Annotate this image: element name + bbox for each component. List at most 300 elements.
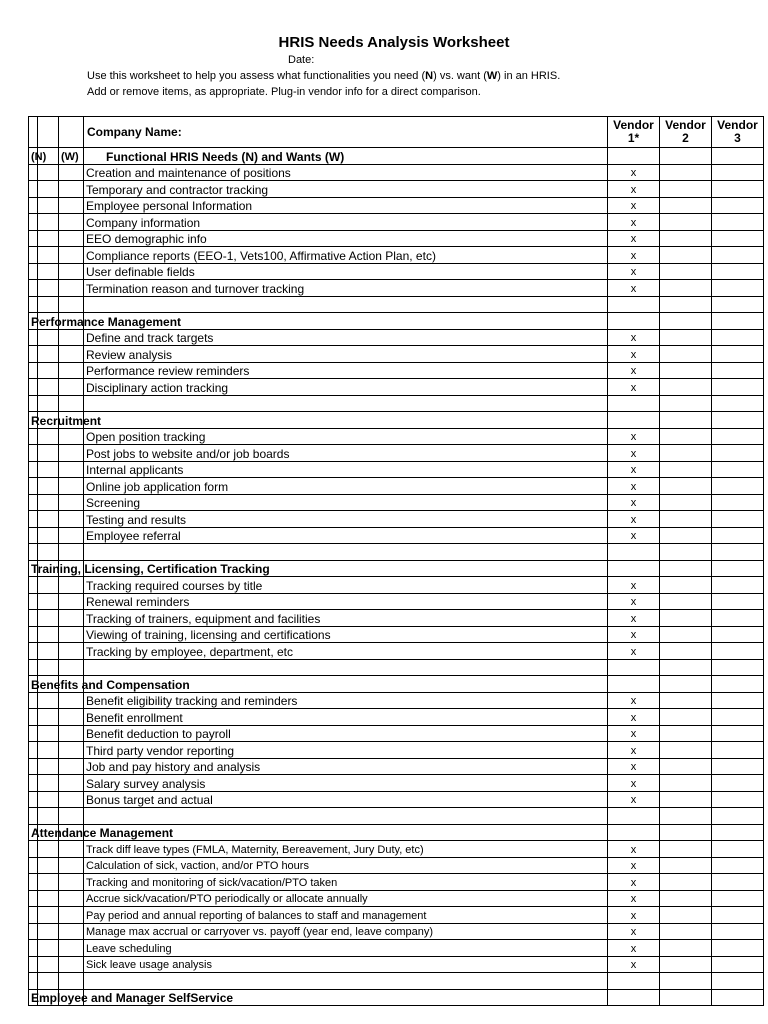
need-cell[interactable]	[38, 214, 59, 231]
vendor-3-cell[interactable]	[712, 676, 764, 693]
vendor-3-cell[interactable]	[712, 808, 764, 825]
vendor-1-mark[interactable]: x	[608, 280, 660, 297]
need-cell[interactable]	[38, 379, 59, 396]
vendor-3-cell[interactable]	[712, 527, 764, 544]
vendor-3-cell[interactable]	[712, 560, 764, 577]
vendor-1-mark[interactable]: x	[608, 610, 660, 627]
vendor-3-cell[interactable]	[712, 478, 764, 495]
need-cell[interactable]	[38, 709, 59, 726]
want-cell[interactable]	[59, 758, 84, 775]
need-cell[interactable]	[38, 428, 59, 445]
vendor-1-mark[interactable]: x	[608, 181, 660, 198]
table-row	[29, 445, 764, 462]
vendor-2-cell[interactable]	[660, 214, 712, 231]
requirement-item: Termination reason and turnover tracking	[84, 280, 608, 297]
intro-line-1	[87, 70, 560, 82]
intro-text-c: ) in an HRIS.	[497, 70, 561, 82]
need-cell[interactable]	[38, 494, 59, 511]
want-cell[interactable]	[59, 956, 84, 973]
need-cell[interactable]	[38, 346, 59, 363]
vendor-2-cell[interactable]	[660, 709, 712, 726]
vendor-2-cell[interactable]	[660, 808, 712, 825]
vendor-2-cell[interactable]	[660, 263, 712, 280]
vendor-3-cell[interactable]	[712, 907, 764, 924]
vendor-3-cell[interactable]	[712, 593, 764, 610]
vendor-3-cell[interactable]	[712, 775, 764, 792]
vendor-3-cell[interactable]	[712, 989, 764, 1006]
table-row	[29, 758, 764, 775]
need-cell[interactable]	[38, 841, 59, 858]
vendor-2-cell[interactable]	[660, 791, 712, 808]
vendor-3-cell[interactable]	[712, 643, 764, 660]
vendor-3-cell[interactable]	[712, 890, 764, 907]
vendor-2-cell[interactable]	[660, 164, 712, 181]
want-cell[interactable]	[59, 593, 84, 610]
vendor-1-cell[interactable]	[608, 296, 660, 313]
vendor-1-mark[interactable]: x	[608, 593, 660, 610]
vendor-2-cell[interactable]	[660, 527, 712, 544]
want-cell[interactable]	[59, 263, 84, 280]
vendor-2-cell[interactable]	[660, 775, 712, 792]
want-cell[interactable]	[59, 659, 84, 676]
vendor-1-mark[interactable]: x	[608, 725, 660, 742]
want-cell[interactable]	[59, 841, 84, 858]
vendor-3-cell[interactable]	[712, 857, 764, 874]
vendor-2-cell[interactable]	[660, 725, 712, 742]
need-cell[interactable]	[38, 329, 59, 346]
vendor-2-cell[interactable]	[660, 857, 712, 874]
requirement-item: Third party vendor reporting	[84, 742, 608, 759]
vendor-1-mark[interactable]: x	[608, 577, 660, 594]
vendor-1-mark[interactable]: x	[608, 428, 660, 445]
column-header-row	[29, 148, 764, 165]
vendor-2-header-line2: 2	[682, 131, 689, 145]
vendor-2-cell[interactable]	[660, 461, 712, 478]
vendor-1-mark[interactable]: x	[608, 197, 660, 214]
vendor-1-mark[interactable]: x	[608, 527, 660, 544]
section-title-text: Performance Management	[31, 314, 182, 329]
table-row	[29, 940, 764, 957]
vendor-2-cell[interactable]	[660, 577, 712, 594]
margin-cell	[29, 280, 38, 297]
need-cell[interactable]	[38, 890, 59, 907]
vendor-3-cell[interactable]	[712, 428, 764, 445]
requirement-item: Screening	[84, 494, 608, 511]
vendor-2-cell[interactable]	[660, 643, 712, 660]
want-cell[interactable]	[59, 857, 84, 874]
vendor-2-cell[interactable]	[660, 989, 712, 1006]
vendor-1-mark[interactable]: x	[608, 379, 660, 396]
requirement-item: Tracking and monitoring of sick/vacation/PTO taken	[84, 874, 608, 891]
need-cell[interactable]	[38, 626, 59, 643]
requirement-item: Bonus target and actual	[84, 791, 608, 808]
vendor-2-cell[interactable]	[660, 544, 712, 561]
want-cell[interactable]	[59, 346, 84, 363]
vendor-1-mark[interactable]: x	[608, 511, 660, 528]
want-cell[interactable]	[59, 692, 84, 709]
vendor-3-cell[interactable]	[712, 824, 764, 841]
vendor-1-cell[interactable]	[608, 659, 660, 676]
margin-cell	[29, 808, 38, 825]
requirement-item: Calculation of sick, vaction, and/or PTO hours	[84, 857, 608, 874]
want-cell[interactable]	[59, 164, 84, 181]
need-cell[interactable]	[38, 445, 59, 462]
want-cell[interactable]	[59, 890, 84, 907]
vendor-2-cell[interactable]	[660, 379, 712, 396]
want-cell[interactable]	[59, 973, 84, 990]
want-cell[interactable]	[59, 742, 84, 759]
vendor-2-cell[interactable]	[660, 659, 712, 676]
want-cell[interactable]	[59, 923, 84, 940]
vendor-2-cell[interactable]	[660, 445, 712, 462]
requirement-item: Open position tracking	[84, 428, 608, 445]
need-cell[interactable]	[38, 544, 59, 561]
vendor-2-cell[interactable]	[660, 940, 712, 957]
want-cell[interactable]	[59, 874, 84, 891]
vendor-2-cell[interactable]	[660, 395, 712, 412]
need-cell[interactable]	[38, 940, 59, 957]
want-cell[interactable]	[59, 940, 84, 957]
vendor-3-cell[interactable]	[712, 296, 764, 313]
vendor-3-cell[interactable]	[712, 544, 764, 561]
vendor-3-cell[interactable]	[712, 181, 764, 198]
want-cell[interactable]	[59, 445, 84, 462]
vendor-2-cell[interactable]	[660, 560, 712, 577]
vendor-1-mark[interactable]: x	[608, 230, 660, 247]
vendor-2-header-line1: Vendor	[665, 118, 706, 132]
margin-cell	[29, 577, 38, 594]
vendor-3-cell[interactable]	[712, 923, 764, 940]
need-cell[interactable]	[38, 296, 59, 313]
margin-cell	[29, 296, 38, 313]
vendor-2-cell[interactable]	[660, 428, 712, 445]
vendor-1-mark[interactable]: x	[608, 890, 660, 907]
need-cell[interactable]	[38, 362, 59, 379]
want-cell[interactable]	[59, 197, 84, 214]
vendor-2-cell[interactable]	[660, 511, 712, 528]
vendor-1-mark[interactable]: x	[608, 956, 660, 973]
vendor-1-mark[interactable]: x	[608, 263, 660, 280]
want-cell[interactable]	[59, 428, 84, 445]
vendor-3-cell[interactable]	[712, 230, 764, 247]
section-title	[29, 560, 270, 577]
vendor-2-cell[interactable]	[660, 973, 712, 990]
want-cell[interactable]	[59, 626, 84, 643]
vendor-3-cell[interactable]	[712, 940, 764, 957]
intro-text-a: Use this worksheet to help you assess what functionalities you need (	[87, 70, 426, 82]
vendor-1-cell[interactable]	[608, 544, 660, 561]
margin-cell	[29, 709, 38, 726]
vendor-1-cell[interactable]	[608, 148, 660, 165]
vendor-3-cell[interactable]	[712, 973, 764, 990]
table-row	[29, 709, 764, 726]
vendor-1-mark[interactable]: x	[608, 494, 660, 511]
want-cell[interactable]	[59, 296, 84, 313]
need-cell[interactable]	[38, 181, 59, 198]
vendor-3-cell[interactable]	[712, 197, 764, 214]
vendor-2-cell[interactable]	[660, 313, 712, 330]
need-cell[interactable]	[38, 692, 59, 709]
want-cell[interactable]	[59, 494, 84, 511]
vendor-2-cell[interactable]	[660, 362, 712, 379]
margin-cell	[29, 626, 38, 643]
need-cell[interactable]	[38, 791, 59, 808]
want-cell[interactable]	[59, 461, 84, 478]
vendor-3-cell[interactable]	[712, 626, 764, 643]
vendor-3-cell[interactable]	[712, 874, 764, 891]
vendor-3-cell[interactable]	[712, 758, 764, 775]
vendor-2-cell[interactable]	[660, 907, 712, 924]
margin-cell	[29, 742, 38, 759]
need-cell[interactable]	[38, 593, 59, 610]
vendor-1-cell[interactable]	[608, 824, 660, 841]
vendor-1-mark[interactable]: x	[608, 775, 660, 792]
want-cell[interactable]	[59, 610, 84, 627]
want-cell[interactable]	[59, 511, 84, 528]
need-cell[interactable]	[38, 280, 59, 297]
need-cell[interactable]	[38, 577, 59, 594]
vendor-3-cell[interactable]	[712, 445, 764, 462]
vendor-1-mark[interactable]: x	[608, 940, 660, 957]
vendor-2-cell[interactable]	[660, 923, 712, 940]
table-row	[29, 626, 764, 643]
vendor-3-cell[interactable]	[712, 346, 764, 363]
vendor-3-cell[interactable]	[712, 956, 764, 973]
vendor-1-mark[interactable]: x	[608, 445, 660, 462]
want-cell[interactable]	[59, 379, 84, 396]
need-cell[interactable]	[38, 775, 59, 792]
blank-cell	[84, 973, 608, 990]
vendor-2-cell[interactable]	[660, 280, 712, 297]
vendor-2-cell[interactable]	[660, 626, 712, 643]
want-cell[interactable]	[59, 527, 84, 544]
vendor-3-cell[interactable]	[712, 577, 764, 594]
vendor-1-mark[interactable]: x	[608, 923, 660, 940]
vendor-1-mark[interactable]: x	[608, 164, 660, 181]
need-cell[interactable]	[38, 395, 59, 412]
table-row	[29, 362, 764, 379]
table-row	[29, 577, 764, 594]
vendor-2-cell[interactable]	[660, 890, 712, 907]
want-cell[interactable]	[59, 247, 84, 264]
vendor-1-mark[interactable]: x	[608, 626, 660, 643]
need-cell[interactable]	[38, 874, 59, 891]
need-cell[interactable]	[38, 117, 59, 148]
need-cell[interactable]	[38, 610, 59, 627]
vendor-1-cell[interactable]	[608, 313, 660, 330]
vendor-3-cell[interactable]	[712, 461, 764, 478]
vendor-2-cell[interactable]	[660, 742, 712, 759]
vendor-1-cell[interactable]	[608, 676, 660, 693]
section-title	[29, 676, 190, 693]
vendor-1-mark[interactable]: x	[608, 346, 660, 363]
need-cell[interactable]	[38, 973, 59, 990]
requirement-item: Creation and maintenance of positions	[84, 164, 608, 181]
vendor-3-cell[interactable]	[712, 791, 764, 808]
vendor-1-mark[interactable]: x	[608, 874, 660, 891]
vendor-1-mark[interactable]: x	[608, 907, 660, 924]
vendor-1-cell[interactable]	[608, 560, 660, 577]
vendor-1-header	[608, 117, 660, 148]
need-cell[interactable]	[38, 643, 59, 660]
vendor-2-cell[interactable]	[660, 874, 712, 891]
want-cell[interactable]	[59, 725, 84, 742]
vendor-1-cell[interactable]	[608, 412, 660, 429]
need-cell[interactable]	[38, 857, 59, 874]
needs-worksheet-table	[28, 116, 764, 1006]
want-cell[interactable]	[59, 181, 84, 198]
vendor-3-cell[interactable]	[712, 395, 764, 412]
want-cell[interactable]	[59, 709, 84, 726]
vendor-2-cell[interactable]	[660, 610, 712, 627]
vendor-2-cell[interactable]	[660, 478, 712, 495]
vendor-3-cell[interactable]	[712, 148, 764, 165]
requirement-item: Temporary and contractor tracking	[84, 181, 608, 198]
need-cell[interactable]	[38, 659, 59, 676]
vendor-2-cell[interactable]	[660, 181, 712, 198]
vendor-2-cell[interactable]	[660, 824, 712, 841]
want-cell[interactable]	[59, 544, 84, 561]
need-cell[interactable]	[38, 725, 59, 742]
vendor-3-cell[interactable]	[712, 164, 764, 181]
requirement-item: Sick leave usage analysis	[84, 956, 608, 973]
vendor-3-cell[interactable]	[712, 511, 764, 528]
vendor-2-cell[interactable]	[660, 296, 712, 313]
vendor-2-cell[interactable]	[660, 494, 712, 511]
requirement-item: Viewing of training, licensing and certifications	[84, 626, 608, 643]
need-cell[interactable]	[38, 956, 59, 973]
vendor-3-cell[interactable]	[712, 841, 764, 858]
vendor-1-cell[interactable]	[608, 808, 660, 825]
want-cell[interactable]	[59, 214, 84, 231]
vendor-1-mark[interactable]: x	[608, 692, 660, 709]
margin-cell	[29, 428, 38, 445]
need-cell[interactable]	[38, 197, 59, 214]
vendor-1-mark[interactable]: x	[608, 709, 660, 726]
vendor-2-cell[interactable]	[660, 230, 712, 247]
want-cell[interactable]	[59, 643, 84, 660]
vendor-3-cell[interactable]	[712, 692, 764, 709]
vendor-2-cell[interactable]	[660, 841, 712, 858]
vendor-2-cell[interactable]	[660, 692, 712, 709]
margin-cell	[29, 511, 38, 528]
vendor-1-cell[interactable]	[608, 973, 660, 990]
vendor-2-cell[interactable]	[660, 593, 712, 610]
need-cell[interactable]	[38, 478, 59, 495]
vendor-3-cell[interactable]	[712, 725, 764, 742]
table-row	[29, 494, 764, 511]
want-cell[interactable]	[59, 280, 84, 297]
company-name-label: Company Name:	[84, 117, 608, 148]
need-cell[interactable]	[38, 527, 59, 544]
vendor-3-cell[interactable]	[712, 362, 764, 379]
vendor-2-cell[interactable]	[660, 758, 712, 775]
vendor-3-cell[interactable]	[712, 247, 764, 264]
vendor-1-mark[interactable]: x	[608, 742, 660, 759]
vendor-3-cell[interactable]	[712, 214, 764, 231]
need-cell[interactable]	[38, 758, 59, 775]
want-cell[interactable]	[59, 907, 84, 924]
vendor-1-mark[interactable]: x	[608, 214, 660, 231]
requirement-item: Tracking of trainers, equipment and facilities	[84, 610, 608, 627]
want-cell[interactable]	[59, 230, 84, 247]
vendor-1-mark[interactable]: x	[608, 362, 660, 379]
need-cell[interactable]	[38, 742, 59, 759]
want-cell[interactable]	[59, 808, 84, 825]
need-cell[interactable]	[38, 461, 59, 478]
vendor-2-cell[interactable]	[660, 148, 712, 165]
vendor-3-cell[interactable]	[712, 280, 764, 297]
want-cell[interactable]	[59, 362, 84, 379]
need-cell[interactable]	[38, 907, 59, 924]
margin-cell	[29, 362, 38, 379]
vendor-3-cell[interactable]	[712, 329, 764, 346]
vendor-1-cell[interactable]	[608, 395, 660, 412]
want-cell[interactable]	[59, 329, 84, 346]
want-cell[interactable]	[59, 478, 84, 495]
vendor-3-cell[interactable]	[712, 742, 764, 759]
vendor-1-mark[interactable]: x	[608, 857, 660, 874]
vendor-1-mark[interactable]: x	[608, 791, 660, 808]
vendor-2-cell[interactable]	[660, 956, 712, 973]
need-cell[interactable]	[38, 923, 59, 940]
vendor-3-cell[interactable]	[712, 494, 764, 511]
vendor-2-cell[interactable]	[660, 346, 712, 363]
vendor-1-cell[interactable]	[608, 989, 660, 1006]
need-cell[interactable]	[38, 164, 59, 181]
vendor-2-cell[interactable]	[660, 247, 712, 264]
want-cell[interactable]	[59, 117, 84, 148]
vendor-1-mark[interactable]: x	[608, 461, 660, 478]
vendor-1-mark[interactable]: x	[608, 247, 660, 264]
want-cell[interactable]	[59, 775, 84, 792]
vendor-3-cell[interactable]	[712, 379, 764, 396]
requirement-item: Testing and results	[84, 511, 608, 528]
need-cell[interactable]	[38, 263, 59, 280]
want-cell[interactable]	[59, 577, 84, 594]
need-cell[interactable]	[38, 230, 59, 247]
margin-cell	[29, 263, 38, 280]
vendor-3-cell[interactable]	[712, 709, 764, 726]
vendor-3-cell[interactable]	[712, 610, 764, 627]
table-row	[29, 263, 764, 280]
vendor-3-cell[interactable]	[712, 659, 764, 676]
vendor-2-cell[interactable]	[660, 197, 712, 214]
vendor-1-mark[interactable]: x	[608, 758, 660, 775]
vendor-3-cell[interactable]	[712, 313, 764, 330]
need-cell[interactable]	[38, 808, 59, 825]
requirement-item: Job and pay history and analysis	[84, 758, 608, 775]
vendor-1-mark[interactable]: x	[608, 643, 660, 660]
want-cell[interactable]	[59, 395, 84, 412]
vendor-2-cell[interactable]	[660, 329, 712, 346]
need-cell[interactable]	[38, 247, 59, 264]
vendor-2-cell[interactable]	[660, 676, 712, 693]
vendor-1-mark[interactable]: x	[608, 329, 660, 346]
vendor-1-mark[interactable]: x	[608, 841, 660, 858]
vendor-3-cell[interactable]	[712, 263, 764, 280]
intro-text-b: ) vs. want (	[433, 70, 487, 82]
need-cell[interactable]	[38, 511, 59, 528]
requirement-item: Define and track targets	[84, 329, 608, 346]
vendor-2-cell[interactable]	[660, 412, 712, 429]
requirement-item: Benefit deduction to payroll	[84, 725, 608, 742]
want-cell[interactable]	[59, 791, 84, 808]
vendor-3-cell[interactable]	[712, 412, 764, 429]
requirement-item: Internal applicants	[84, 461, 608, 478]
vendor-1-mark[interactable]: x	[608, 478, 660, 495]
requirement-item: Online job application form	[84, 478, 608, 495]
